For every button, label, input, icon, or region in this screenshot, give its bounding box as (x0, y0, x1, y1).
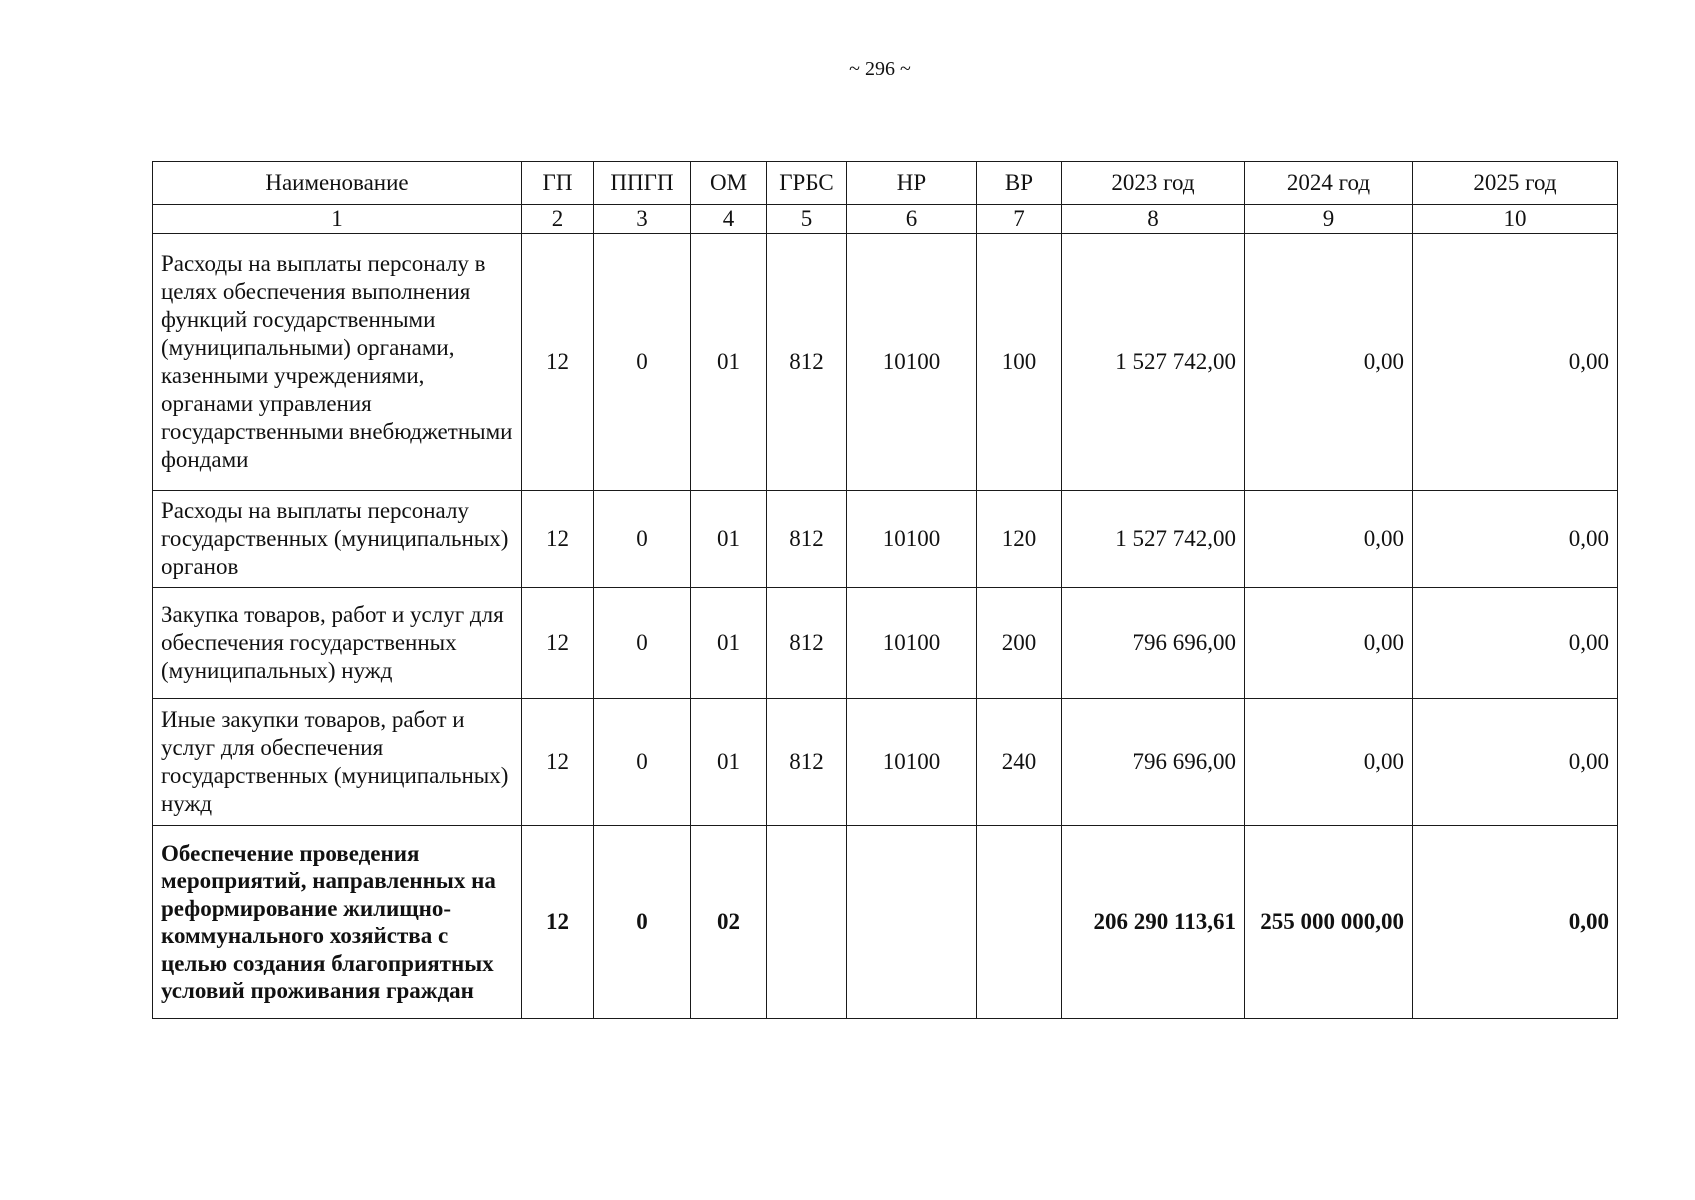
cell-2023: 796 696,00 (1062, 699, 1245, 826)
cell-gp: 12 (522, 588, 594, 699)
row-name: Иные закупки товаров, работ и услуг для обеспечения государственных (муниципальных) нужд (153, 699, 522, 826)
cell-om: 01 (691, 491, 767, 588)
cell-2024: 0,00 (1245, 588, 1413, 699)
cell-vr: 120 (977, 491, 1062, 588)
cell-gp: 12 (522, 234, 594, 491)
cell-2023: 206 290 113,61 (1062, 826, 1245, 1019)
cell-om: 02 (691, 826, 767, 1019)
cell-ppgp: 0 (594, 826, 691, 1019)
table-row (153, 234, 1618, 491)
table-row (153, 699, 1618, 826)
cell-nr: 10100 (847, 234, 977, 491)
column-number: 5 (767, 205, 847, 234)
cell-2024: 0,00 (1245, 699, 1413, 826)
cell-vr: 200 (977, 588, 1062, 699)
cell-ppgp: 0 (594, 699, 691, 826)
header-om: ОМ (691, 162, 767, 205)
column-number: 10 (1413, 205, 1618, 234)
header-2025: 2025 год (1413, 162, 1618, 205)
cell-vr: 100 (977, 234, 1062, 491)
column-number: 3 (594, 205, 691, 234)
cell-gp: 12 (522, 826, 594, 1019)
cell-om: 01 (691, 234, 767, 491)
header-row (153, 162, 1618, 205)
cell-gp: 12 (522, 491, 594, 588)
cell-vr (977, 826, 1062, 1019)
cell-2024: 255 000 000,00 (1245, 826, 1413, 1019)
column-number: 8 (1062, 205, 1245, 234)
cell-2024: 0,00 (1245, 234, 1413, 491)
cell-2025: 0,00 (1413, 588, 1618, 699)
cell-2023: 1 527 742,00 (1062, 491, 1245, 588)
cell-2025: 0,00 (1413, 234, 1618, 491)
cell-grbs: 812 (767, 588, 847, 699)
column-number-row (153, 205, 1618, 234)
header-vr: ВР (977, 162, 1062, 205)
cell-grbs: 812 (767, 234, 847, 491)
cell-2025: 0,00 (1413, 491, 1618, 588)
cell-2025: 0,00 (1413, 826, 1618, 1019)
cell-grbs: 812 (767, 491, 847, 588)
cell-gp: 12 (522, 699, 594, 826)
cell-2023: 796 696,00 (1062, 588, 1245, 699)
cell-ppgp: 0 (594, 491, 691, 588)
cell-om: 01 (691, 699, 767, 826)
cell-grbs (767, 826, 847, 1019)
header-gp: ГП (522, 162, 594, 205)
cell-om: 01 (691, 588, 767, 699)
cell-2023: 1 527 742,00 (1062, 234, 1245, 491)
row-name: Расходы на выплаты персоналу в целях обеспечения выполнения функций государственными (муниципальными) органами, казенными учреждениями, органами управления государственными внебюджетными фондами (153, 234, 522, 491)
header-grbs: ГРБС (767, 162, 847, 205)
column-number: 7 (977, 205, 1062, 234)
column-number: 4 (691, 205, 767, 234)
page-number: ~ 296 ~ (849, 58, 911, 80)
cell-nr (847, 826, 977, 1019)
column-number: 6 (847, 205, 977, 234)
budget-table (152, 161, 1618, 1019)
cell-ppgp: 0 (594, 234, 691, 491)
header-ppgp: ППГП (594, 162, 691, 205)
row-name: Закупка товаров, работ и услуг для обеспечения государственных (муниципальных) нужд (153, 588, 522, 699)
header-nr: НР (847, 162, 977, 205)
row-name: Обеспечение проведения мероприятий, направленных на реформирование жилищно-коммунального хозяйства с целью создания благоприятных условий проживания граждан (153, 826, 522, 1019)
table-row (153, 826, 1618, 1019)
column-number: 1 (153, 205, 522, 234)
cell-2025: 0,00 (1413, 699, 1618, 826)
cell-nr: 10100 (847, 699, 977, 826)
cell-grbs: 812 (767, 699, 847, 826)
column-number: 9 (1245, 205, 1413, 234)
header-2024: 2024 год (1245, 162, 1413, 205)
row-name: Расходы на выплаты персоналу государственных (муниципальных) органов (153, 491, 522, 588)
cell-ppgp: 0 (594, 588, 691, 699)
cell-nr: 10100 (847, 588, 977, 699)
cell-nr: 10100 (847, 491, 977, 588)
header-2023: 2023 год (1062, 162, 1245, 205)
header-name: Наименование (153, 162, 522, 205)
table-row (153, 491, 1618, 588)
table-row (153, 588, 1618, 699)
column-number: 2 (522, 205, 594, 234)
cell-2024: 0,00 (1245, 491, 1413, 588)
cell-vr: 240 (977, 699, 1062, 826)
